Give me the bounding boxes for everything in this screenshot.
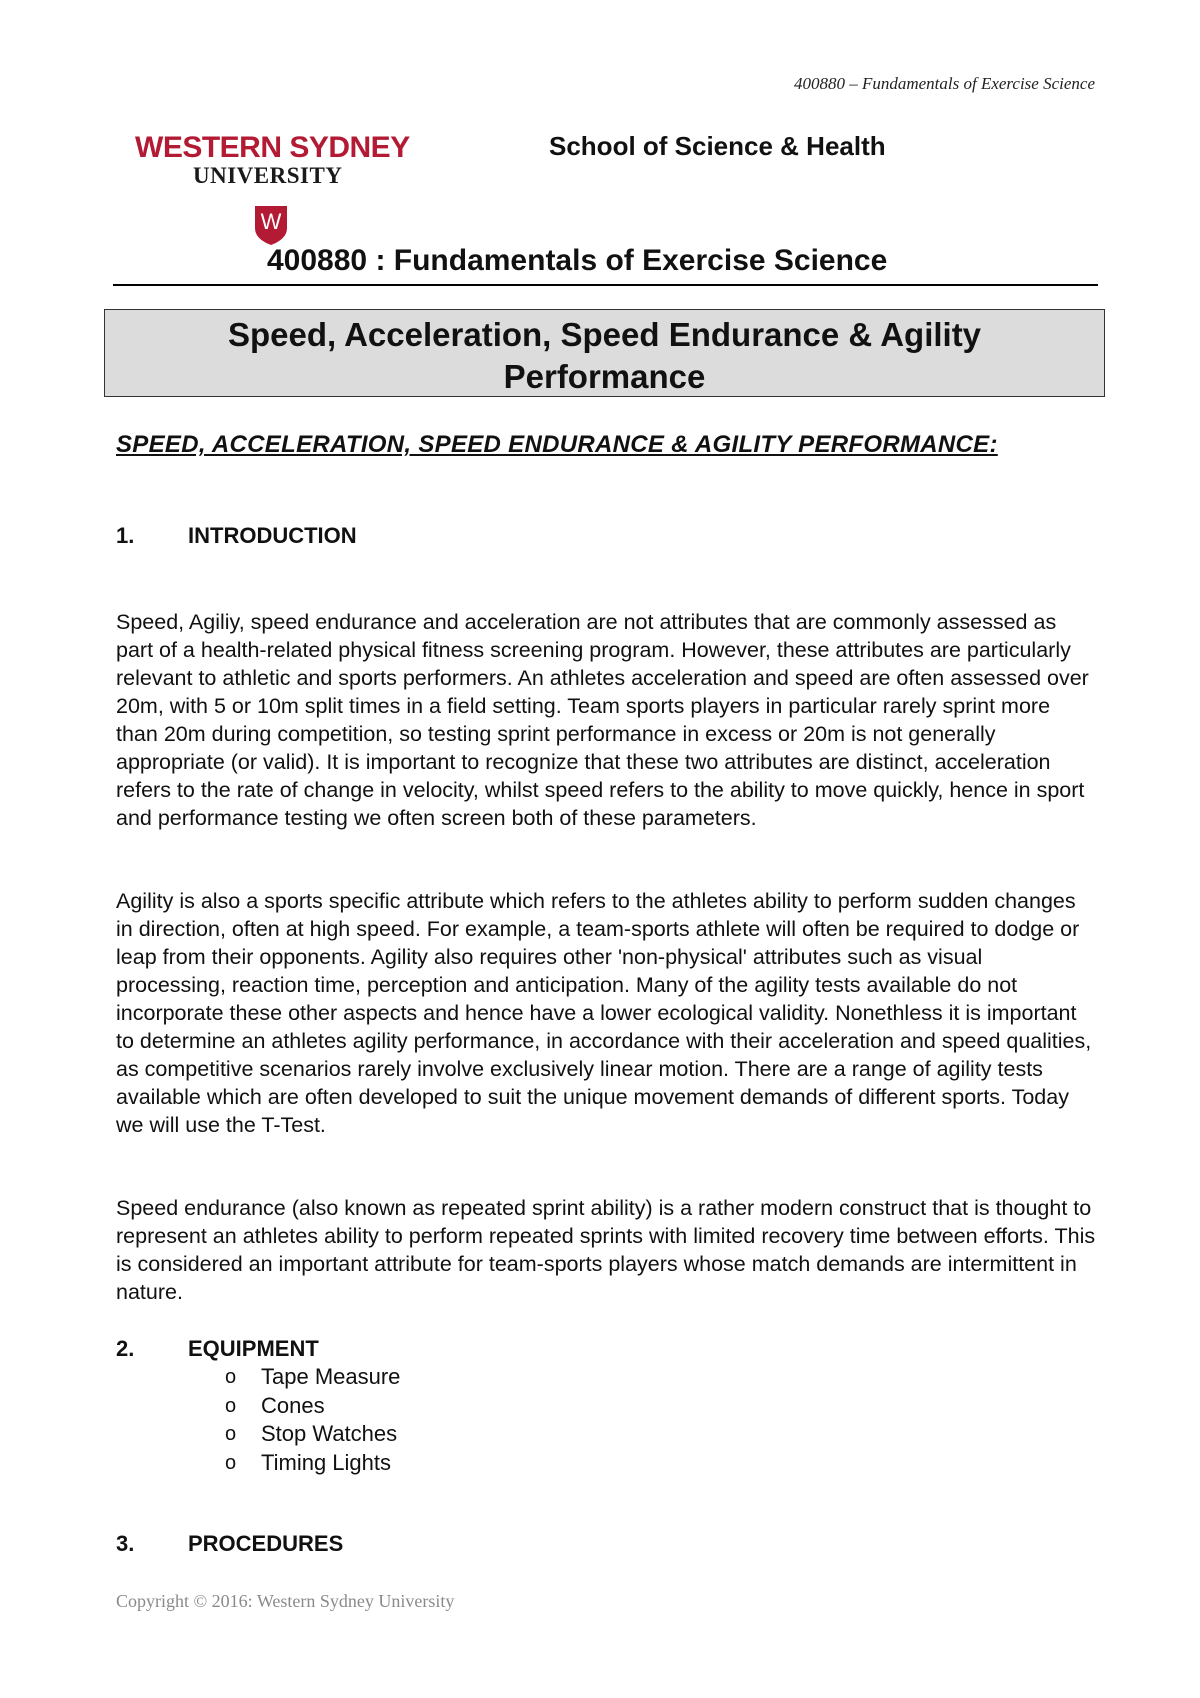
paragraph-intro-speed: Speed, Agiliy, speed endurance and acceleration are not attributes that are commonly assessed as part of a health-related physical fitness screening program. However, these attributes are particularly relevant to athletic and sports performers. An athletes acceleration and speed are often assessed over 20m, with 5 or 10m split times in a field setting. Team sports players in particular rarely sprint more than 20m during competition, so testing sprint performance in excess or 20m is not generally appropriate (or valid). It is important to recognize that these two attributes are distinct, acceleration refers to the rate of change in velocity, whilst speed refers to the ability to move quickly, hence in sport and performance testing we often screen both of these parameters.: [116, 610, 1089, 830]
heading-number: 2.: [116, 1336, 135, 1361]
shield-letter: W: [260, 209, 282, 234]
document-title-line-2: Performance: [503, 358, 706, 395]
paragraph-agility: Agility is also a sports specific attribute which refers to the athletes ability to perform sudden changes in direction, often at high speed. For example, a team-sports athlete will often be required to dodge or leap from their opponents. Agility also requires other 'non-physical' attributes such as visual processing, reaction time, perception and anticipation. Many of the agility tests available do not incorporate these other aspects and hence have a lower ecological validity. Nonethless it is important to determine an athletes agility performance, in accordance with their acceleration and speed qualities, as competitive scenarios rarely involve exclusively linear motion. There are a range of agility tests available which are often developed to suit the unique movement demands of different sports. Today we will use the T-Test.: [116, 889, 1092, 1137]
list-item: [225, 1449, 400, 1478]
bullet-icon: o: [225, 1451, 237, 1474]
bullet-icon: o: [225, 1366, 237, 1388]
list-item-label: Timing Lights: [261, 1449, 392, 1475]
list-item-label: Cones: [261, 1392, 325, 1418]
course-title: 400880 : Fundamentals of Exercise Science: [267, 244, 888, 277]
heading-title: INTRODUCTION: [188, 523, 357, 548]
heading-title: PROCEDURES: [188, 1531, 344, 1556]
bullet-icon: o: [225, 1423, 237, 1445]
paragraph-speed-endurance: Speed endurance (also known as repeated sprint ability) is a rather modern construct that is thought to represent an athletes ability to perform repeated sprints with limited recovery time between efforts. This is considered an important attribute for team-sports players whose match demands are intermittent in nature.: [116, 1196, 1096, 1304]
title-divider: [113, 284, 1098, 286]
heading-title: EQUIPMENT: [188, 1336, 319, 1361]
list-item-label: Stop Watches: [261, 1421, 398, 1446]
university-logo: [135, 131, 425, 234]
logo-line-university: UNIVERSITY: [193, 163, 343, 188]
list-item: [225, 1363, 400, 1392]
heading-introduction: [116, 523, 357, 549]
equipment-list: [225, 1363, 400, 1477]
logo-line-western-sydney: WESTERN SYDNEY: [135, 131, 410, 164]
list-item: [225, 1392, 400, 1421]
school-name: School of Science & Health: [549, 131, 886, 161]
heading-number: 3.: [116, 1531, 135, 1556]
shield-icon: [253, 204, 289, 246]
heading-equipment: [116, 1336, 319, 1362]
list-item: [225, 1420, 400, 1449]
document-title-box: [104, 309, 1105, 397]
bullet-icon: o: [225, 1394, 237, 1417]
running-header: 400880 – Fundamentals of Exercise Science: [793, 74, 1095, 93]
copyright-footer: Copyright © 2016: Western Sydney University: [116, 1591, 455, 1611]
section-heading: SPEED, ACCELERATION, SPEED ENDURANCE & AGILITY PERFORMANCE:: [116, 431, 998, 458]
heading-number: 1.: [116, 523, 135, 548]
list-item-label: Tape Measure: [261, 1364, 401, 1389]
heading-procedures: [116, 1531, 343, 1557]
document-title-line-1: Speed, Acceleration, Speed Endurance & Agility: [227, 316, 982, 353]
